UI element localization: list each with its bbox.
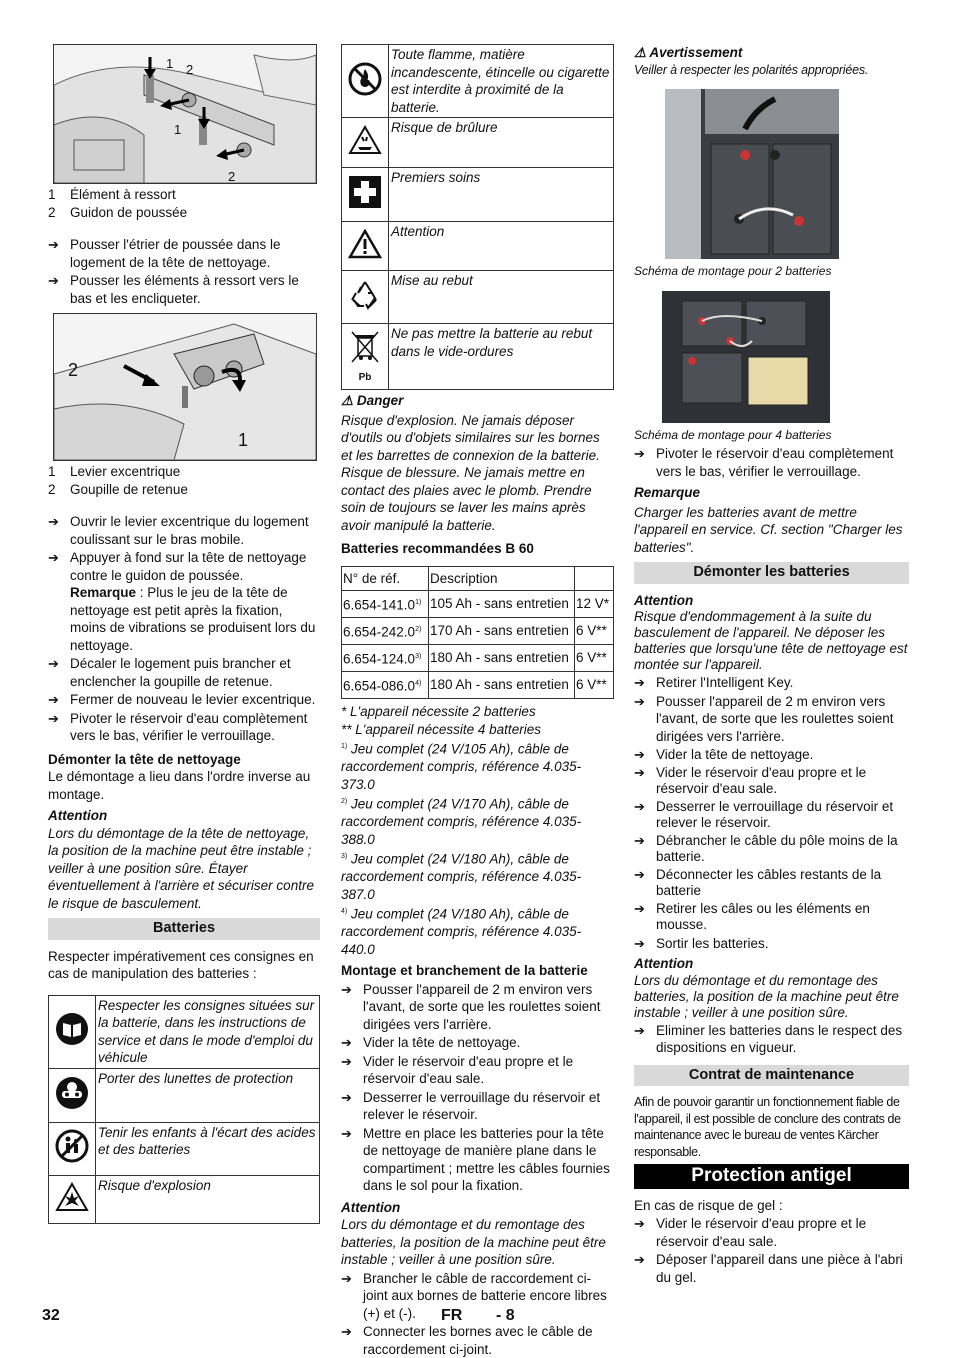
- instruction-step: ➔ Fermer de nouveau le levier excentrique.: [48, 692, 316, 707]
- arrow-icon: ➔: [48, 514, 59, 529]
- remarque-text: Charger les batteries avant de mettre l'appareil en service. Cf. section "Charger les batteries".: [634, 504, 903, 555]
- warning-row: [49, 1122, 320, 1175]
- warning-text: Risque d'explosion: [96, 1175, 320, 1223]
- arrow-icon: ➔: [634, 935, 645, 951]
- instruction-step: ➔ Vider la tête de nettoyage.: [634, 747, 814, 762]
- arrow-icon: ➔: [48, 656, 59, 671]
- arrow-icon: ➔: [341, 1053, 352, 1069]
- arrow-icon: ➔: [341, 1089, 352, 1105]
- attention-label: Attention: [341, 1199, 401, 1215]
- battery-warning-table-2: [341, 44, 614, 390]
- language-code: FR: [441, 1307, 463, 1324]
- instruction-step: ➔ Pousser les éléments à ressort vers le bas et les encliqueter.: [48, 273, 299, 306]
- footnote: $^{1)}$ Jeu complet (24 V/105 Ah), câble de raccordement compris, référence 4.035-373.0: [341, 741, 582, 792]
- section-title-contrat: Contrat de maintenance: [634, 1065, 909, 1087]
- paragraph: Le démontage a lieu dans l'ordre inverse au montage.: [48, 769, 311, 802]
- table-row: 6.654-124.0$^{3)}$ 180 Ah - sans entretien 6 V**: [342, 645, 614, 672]
- paragraph: Respecter impérativement ces consignes en cas de manipulation des batteries :: [48, 948, 314, 981]
- instruction-step: ➔ Ouvrir le levier excentrique du logement coulissant sur le bras mobile.: [48, 514, 309, 547]
- page-number: 32: [42, 1307, 60, 1324]
- arrow-icon: ➔: [634, 1252, 645, 1267]
- recycle-icon: [348, 278, 382, 312]
- attention-text: Lors du démontage et du remontage des batteries, la position de la machine peut être instable ; veiller à une position sûre.: [341, 1217, 606, 1267]
- arrow-icon: ➔: [634, 1022, 645, 1038]
- warning-text: Porter des lunettes de protection: [96, 1068, 320, 1122]
- book-icon: [55, 1012, 89, 1046]
- warning-row: [342, 45, 614, 118]
- figure-legend: [48, 463, 320, 498]
- instruction-step: ➔ Retirer les câles ou les éléments en mousse.: [634, 900, 870, 932]
- warning-row: [49, 1068, 320, 1122]
- arrow-icon: ➔: [341, 981, 352, 997]
- warning-text: Tenir les enfants à l'écart des acides et des batteries: [96, 1122, 320, 1175]
- push-handle-illustration: [54, 45, 316, 183]
- arrow-icon: ➔: [634, 798, 645, 814]
- column-right: [634, 44, 909, 1286]
- figure-label: 1: [166, 56, 174, 71]
- attention-label: Attention: [48, 808, 108, 823]
- instruction-step: ➔ Vider la tête de nettoyage.: [341, 1035, 521, 1050]
- battery-table: [341, 566, 614, 700]
- arrow-icon: ➔: [48, 692, 59, 707]
- instruction-step: ➔ Déposer l'appareil dans une pièce à l'abri du gel.: [634, 1252, 903, 1285]
- paragraph: Afin de pouvoir garantir un fonctionnement fiable de l'appareil, il est possible de conclure des contrats de maintenance avec le bureau de ventes Kärcher responsable.: [634, 1095, 901, 1159]
- warning-row: [49, 1175, 320, 1223]
- instruction-step: ➔ Eliminer les batteries dans le respect des dispositions en vigueur.: [634, 1022, 903, 1055]
- warning-text: Risque de brûlure: [389, 118, 614, 168]
- legend-item: 1 Élément à ressort: [48, 187, 176, 202]
- instruction-step: ➔ Débrancher le câble du pôle moins de la batterie.: [634, 832, 898, 864]
- two-batteries-illustration: [665, 89, 839, 259]
- table-row: 6.654-242.0$^{2)}$ 170 Ah - sans entretien 6 V**: [342, 618, 614, 645]
- warning-text: Mise au rebut: [389, 271, 614, 324]
- warning-row: [342, 222, 614, 271]
- column-left: [48, 44, 320, 1224]
- arrow-icon: ➔: [634, 866, 645, 882]
- table-note: ** L'appareil nécessite 4 batteries: [341, 721, 541, 737]
- figure-caption: Schéma de montage pour 4 batteries: [634, 427, 832, 442]
- arrow-icon: ➔: [634, 900, 645, 916]
- danger-text: Risque d'explosion. Ne jamais déposer d'outils ou d'objets similaires sur les bornes et les barrettes de connexion de la batterie. Risque de blessure. Ne jamais mettre en contact des plaies avec le plomb. Prendre soin de toujours se laver les mains après avoir manipulé la batterie.: [341, 412, 600, 533]
- warning-row: [342, 118, 614, 168]
- instruction-step: ➔ Connecter les bornes avec le câble de raccordement ci-joint.: [341, 1324, 593, 1357]
- instruction-step: ➔ Pivoter le réservoir d'eau complètement vers le bas, vérifier le verrouillage.: [634, 446, 894, 479]
- arrow-icon: ➔: [341, 1035, 352, 1050]
- section-title-demonter: Démonter les batteries: [634, 562, 909, 584]
- section-heading: Montage et branchement de la batterie: [341, 963, 588, 978]
- warning-text: Toute flamme, matière incandescente, étincelle ou cigarette est interdite à proximité de la batterie.: [389, 45, 614, 118]
- instruction-step: ➔ Déconnecter les câbles restants de la batterie: [634, 866, 882, 898]
- attention-label: Attention: [634, 956, 694, 971]
- attention-label: Attention: [634, 592, 694, 608]
- arrow-icon: ➔: [341, 1270, 352, 1286]
- figure-label: 2: [228, 169, 236, 184]
- arrow-icon: ➔: [48, 273, 59, 288]
- figure-label: 2: [186, 62, 194, 77]
- figure-eccentric-lever: [53, 313, 317, 461]
- section-title-batteries: Batteries: [48, 918, 320, 940]
- footnote: $^{3)}$ Jeu complet (24 V/180 Ah), câble de raccordement compris, référence 4.035-387.0: [341, 851, 582, 902]
- arrow-icon: ➔: [634, 446, 645, 461]
- arrow-icon: ➔: [634, 1216, 645, 1231]
- warning-icon: ⚠: [341, 393, 354, 408]
- no-flame-icon: [348, 62, 382, 96]
- instruction-step: ➔ Sortir les batteries.: [634, 935, 769, 951]
- arrow-icon: ➔: [48, 710, 59, 726]
- legend-item: 2 Goupille de retenue: [48, 481, 188, 497]
- instruction-step: ➔ Retirer l'Intelligent Key.: [634, 675, 794, 690]
- pb-label: Pb: [358, 371, 372, 383]
- paragraph: En cas de risque de gel :: [634, 1197, 783, 1213]
- footnote: $^{2)}$ Jeu complet (24 V/170 Ah), câble de raccordement compris, référence 4.035-388.0: [341, 796, 582, 847]
- photo-2-batteries: [665, 89, 839, 259]
- goggles-icon: [55, 1076, 89, 1110]
- attention-text: Lors du démontage et du remontage des batteries, la position de la machine peut être instable ; veiller à une position sûre.: [634, 972, 899, 1020]
- arrow-icon: ➔: [341, 1125, 352, 1141]
- arrow-icon: ➔: [634, 764, 645, 780]
- avertissement-label: ⚠ Avertissement: [634, 45, 743, 60]
- table-header: N° de réf. Description: [342, 566, 614, 591]
- danger-label: ⚠ Danger: [341, 393, 404, 408]
- no-bin-icon: [348, 330, 382, 368]
- instruction-step: ➔ Pivoter le réservoir d'eau complètement vers le bas, vérifier le verrouillage.: [48, 710, 308, 743]
- arrow-icon: ➔: [634, 832, 645, 848]
- figure-caption: Schéma de montage pour 2 batteries: [634, 264, 832, 278]
- sub-page-number: - 8: [496, 1307, 515, 1324]
- children-icon: [55, 1129, 89, 1163]
- instruction-step: ➔ Décaler le logement puis brancher et enclencher la goupille de retenue.: [48, 656, 291, 689]
- instruction-step: ➔ Desserrer le verrouillage du réservoir et relever le réservoir.: [634, 798, 894, 830]
- legend-item: 2 Guidon de poussée: [48, 204, 188, 220]
- footnote: $^{4)}$ Jeu complet (24 V/180 Ah), câble de raccordement compris, référence 4.035-440.0: [341, 906, 582, 957]
- attention-text: Lors du démontage de la tête de nettoyage, la position de la machine peut être instable ; veiller à une position sûre. Étayer éventuellement à l'arrière et sécuriser contre le risque de basculement.: [48, 825, 314, 911]
- arrow-icon: ➔: [341, 1324, 352, 1339]
- instruction-step: ➔ Pousser l'appareil de 2 m environ vers l'avant, de sorte que les roulettes soient dirigées vers l'arrière.: [341, 981, 601, 1032]
- eccentric-lever-illustration: [54, 314, 316, 460]
- instruction-step: ➔ Desserrer le verrouillage du réservoir et relever le réservoir.: [341, 1089, 601, 1122]
- table-row: 6.654-086.0$^{4)}$ 180 Ah - sans entretien 6 V**: [342, 672, 614, 699]
- warning-text: Attention: [389, 222, 614, 271]
- warning-row: [49, 995, 320, 1068]
- avertissement-text: Veiller à respecter les polarités appropriées.: [634, 62, 869, 77]
- acid-burn-icon: [348, 125, 382, 155]
- four-batteries-illustration: [662, 291, 830, 423]
- warning-text: Ne pas mettre la batterie au rebut dans le vide-ordures: [389, 324, 614, 390]
- instruction-step: ➔ Vider le réservoir d'eau propre et le réservoir d'eau sale.: [634, 764, 867, 796]
- warning-row: [342, 168, 614, 222]
- warning-row: [342, 324, 614, 390]
- table-row: 6.654-141.0$^{1)}$ 105 Ah - sans entretien 12 V*: [342, 591, 614, 618]
- instruction-step: ➔ Pousser l'étrier de poussée dans le logement de la tête de nettoyage.: [48, 237, 281, 270]
- instruction-step: ➔ Vider le réservoir d'eau propre et le réservoir d'eau sale.: [341, 1053, 574, 1086]
- arrow-icon: ➔: [48, 550, 59, 565]
- section-heading: Batteries recommandées B 60: [341, 541, 534, 556]
- instruction-step: ➔ Pousser l'appareil de 2 m environ vers l'avant, de sorte que les roulettes soient dirigées vers l'arrière.: [634, 693, 894, 744]
- photo-4-batteries: [662, 291, 830, 423]
- chapter-title-antigel: Protection antigel: [634, 1164, 909, 1189]
- arrow-icon: ➔: [634, 747, 645, 762]
- figure-label: 1: [238, 430, 249, 450]
- remarque-label: Remarque: [70, 585, 137, 600]
- legend-item: 1 Levier excentrique: [48, 464, 181, 479]
- section-heading: Démonter la tête de nettoyage: [48, 751, 241, 767]
- warning-icon: ⚠: [634, 45, 647, 60]
- table-note: * L'appareil nécessite 2 batteries: [341, 704, 536, 719]
- instruction-step: ➔ Mettre en place les batteries pour la tête de nettoyage de manière plane dans le compartiment ; mettre les câbles fournies dans le sol pour la fixation.: [341, 1125, 610, 1193]
- instruction-step: ➔ Brancher le câble de raccordement ci-joint aux bornes de batterie encore libres (+) et (-).: [341, 1270, 607, 1321]
- figure-label: 1: [174, 122, 182, 137]
- warning-icon: [348, 229, 382, 259]
- attention-text: Risque d'endommagement à la suite du basculement de l'appareil. Ne déposer les batteries que lorsqu'une tête de nettoyage est montée sur l'appareil.: [634, 609, 908, 672]
- arrow-icon: ➔: [634, 693, 645, 709]
- first-aid-icon: [348, 175, 382, 209]
- explosion-icon: [55, 1182, 89, 1212]
- figure-push-handle: [53, 44, 317, 184]
- column-middle: [341, 44, 614, 1358]
- arrow-icon: ➔: [48, 237, 59, 252]
- warning-text: Respecter les consignes situées sur la batterie, dans les instructions de service et dans le mode d'emploi du véhicule: [96, 995, 320, 1068]
- warning-text: Premiers soins: [389, 168, 614, 222]
- figure-label: 2: [68, 360, 79, 380]
- instruction-step: ➔ Vider le réservoir d'eau propre et le réservoir d'eau sale.: [634, 1216, 867, 1249]
- figure-legend: [48, 186, 320, 221]
- battery-warning-table: [48, 995, 320, 1224]
- instruction-step: ➔ Appuyer à fond sur la tête de nettoyage contre le guidon de poussée. Remarque : Plus le jeu de la tête de nettoyage est petit après la fixation, moins de vibrations se produisent lors du nettoyage.: [48, 550, 316, 653]
- arrow-icon: ➔: [634, 675, 645, 690]
- warning-row: [342, 271, 614, 324]
- remarque-label: Remarque: [634, 485, 701, 500]
